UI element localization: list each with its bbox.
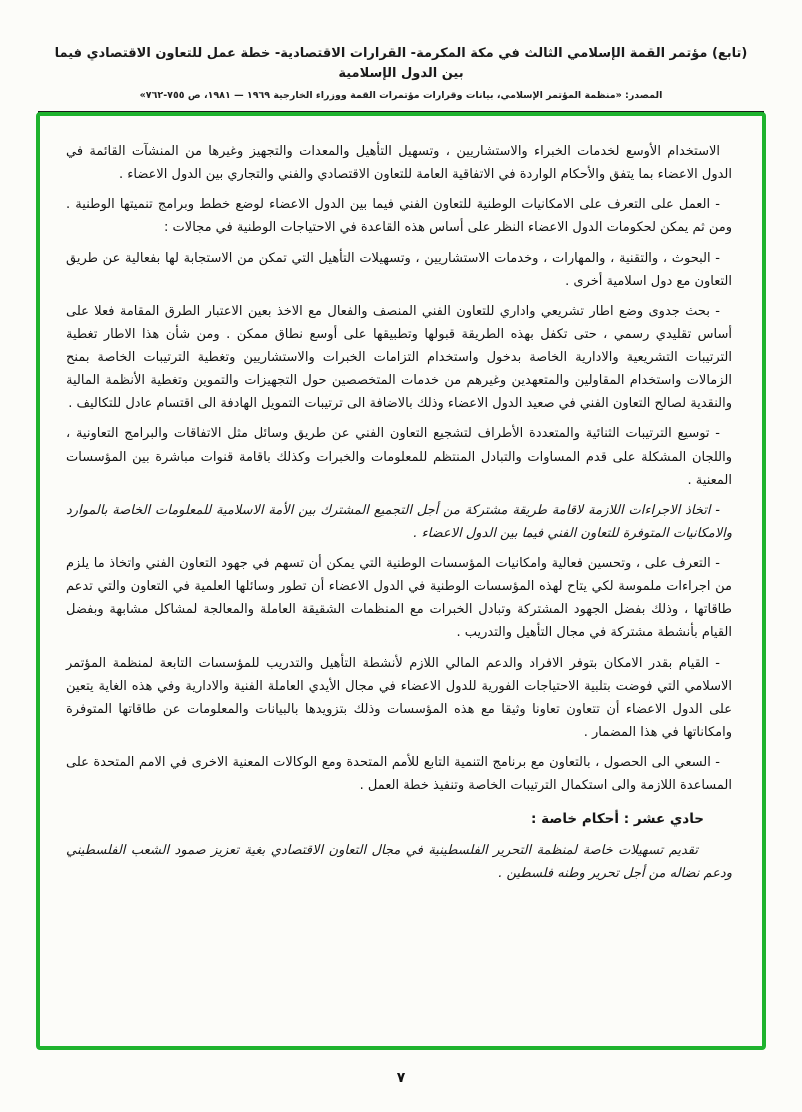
paragraph: - السعي الى الحصول ، بالتعاون مع برنامج التنمية التابع للأمم المتحدة ومع الوكالات المعنية الاخرى في الامم المتحدة على المساعدة اللازمة والى استكمال الترتيبات الخاصة وتنفيذ خطة العمل . [66, 755, 732, 794]
content-frame [36, 112, 766, 1050]
paragraph: - التعرف على ، وتحسين فعالية وامكانيات المؤسسات الوطنية التي يمكن أن تسهم في جهود التعاون الفني واتخاذ ما يلزم من اجراءات ملموسة لكي يتاح لهذه المؤسسات الوطنية في الدول الاعضاء أن تطور وسائلها العلمية في التعاون والتي تدعم طاقاتها ، وذلك بفضل الجهود المشتركة وتبادل الخبرات مع المنظمات الشقيقة العاملة والمعالجة لمشاكل مشابهة وبفضل القيام بأنشطة مشتركة في مجال التأهيل والتدريب . [66, 556, 732, 641]
page-number: ٧ [396, 1070, 406, 1086]
paragraph: - القيام بقدر الامكان بتوفر الافراد والدعم المالي اللازم لأنشطة التأهيل والتدريب للمؤسسات التابعة لمنظمة المؤتمر الاسلامي التي فوضت بتلبية الاحتياجات الفورية للدول الاعضاء في مجال الأيدي العاملة الفنية والادارية وفي هذه الغاية يتعين على الدول الاعضاء أن تتعاون تعاونا وثيقا مع هذه المؤسسات وذلك بتزويدها بالبيانات والمعلومات عن طاقاتها المتوفرة وامكاناتها في هذا المضمار . [66, 655, 732, 740]
source-citation: المصدر: «منظمة المؤتمر الإسلامي، بيانات وقرارات مؤتمرات القمة ووزراء الخارجية ١٩٦٩ — ١٩٨١، ص ٧٥٥-٧٦٢» [139, 90, 663, 102]
document-title: (تابع) مؤتمر القمة الإسلامي الثالث في مكة المكرمة- القرارات الاقتصادية- خطة عمل للتعاون الاقتصادي فيما بين الدول الإسلامية [54, 46, 748, 82]
body-text [66, 140, 732, 886]
document-header [0, 0, 802, 113]
section-heading: حادي عشر : أحكام خاصة : [531, 811, 704, 828]
paragraph: - العمل على التعرف على الامكانيات الوطنية للتعاون الفني فيما بين الدول الاعضاء لوضع خطط وبرامج تنميتها الوطنية . ومن ثم يمكن لحكومات الدول الاعضاء النظر على أساس هذه القاعدة في الاحتياجات الوطنية في مجالات : [66, 197, 732, 236]
paragraph: - بحث جدوى وضع اطار تشريعي واداري للتعاون الفني المنصف والفعال مع الاخذ بعين الاعتبار الطرق المقامة فعلا على أساس تقليدي رسمي ، حتى تكفل بهذه الطريقة قبولها وتطبيقها على أوسع نطاق ممكن . ومن شأن هذا الاطار تغطية الترتيبات التشريعية والادارية الخاصة بدخول واستخدام التزامات الخبرات والاستشاريين وتغطية الترتيبات الخاصة بمنح الزمالات واستخدام المقاولين والمتعهدين وغيرهم من خدمات المتخصصين حول التجهيزات والتموين وتغطية الأنظمة المالية والنقدية لصالح التعاون الفني في صعيد الدول الاعضاء وذلك بالاضافة الى ترتيبات التمويل الهادفة الى اقتسام عادل للتكاليف . [66, 303, 732, 412]
paragraph: - اتخاذ الاجراءات اللازمة لاقامة طريقة مشتركة من أجل التجميع المشترك بين الأمة الاسلامية للمعلومات الخاصة بالموارد والامكانيات المتوفرة للتعاون الفني فيما بين الدول الاعضاء . [66, 502, 732, 541]
paragraph: - البحوث ، والتقنية ، والمهارات ، وخدمات الاستشاريين ، وتسهيلات التأهيل التي تمكن من الاستجابة لها بفعالية عن طريق التعاون مع دول اسلامية أخرى . [66, 250, 732, 289]
paragraph: - توسيع الترتيبات الثنائية والمتعددة الأطراف لتشجيع التعاون الفني عن طريق وسائل مثل الاتفاقات والبرامج التعاونية ، واللجان المشكلة على قدم المساوات والتبادل المنتظم للمعلومات والخبرات وكذلك باقامة قنوات مباشرة بين المؤسسات المعنية . [66, 426, 732, 488]
paragraph: الاستخدام الأوسع لخدمات الخبراء والاستشاريين ، وتسهيل التأهيل والمعدات والتجهيز وغيرها من المنشآت القائمة في الدول الاعضاء بما يتفق والأحكام الواردة في الاتفاقية العامة للتعاون الاقتصادي والفني والتجاري بين الدول الاعضاء . [66, 144, 732, 183]
closing-paragraph: تقديم تسهيلات خاصة لمنظمة التحرير الفلسطينية في مجال التعاون الاقتصادي بغية تعزيز صمود الشعب الفلسطيني ودعم نضاله من أجل تحرير وطنه فلسطين . [66, 843, 732, 882]
